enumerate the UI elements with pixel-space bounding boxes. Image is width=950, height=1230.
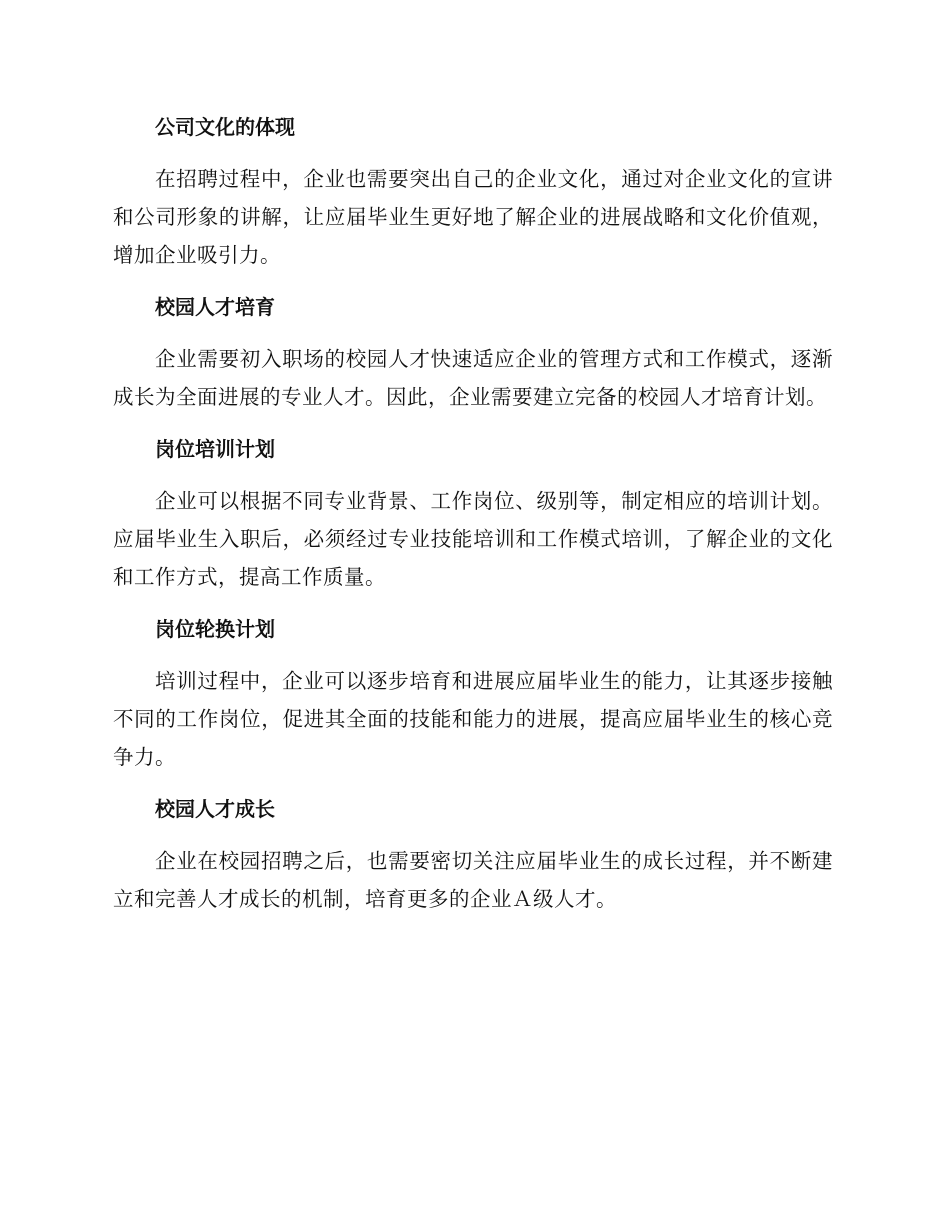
section-body-culture: 在招聘过程中，企业也需要突出自己的企业文化，通过对企业文化的宣讲和公司形象的讲解，让应届毕业生更好地了解企业的进展战略和文化价值观，增加企业吸引力。 <box>113 167 833 267</box>
section-heading-culture: 公司文化的体现 <box>155 115 295 139</box>
section-heading-campus-talent-growth: 校园人才成长 <box>155 797 275 821</box>
section-heading-campus-talent-training: 校园人才培育 <box>155 295 275 319</box>
section-heading-job-rotation-plan: 岗位轮换计划 <box>155 617 275 641</box>
section-body-job-training-plan: 企业可以根据不同专业背景、工作岗位、级别等，制定相应的培训计划。应届毕业生入职后，必须经过专业技能培训和工作模式培训，了解企业的文化和工作方式，提高工作质量。 <box>113 489 833 589</box>
section-body-campus-talent-growth: 企业在校园招聘之后，也需要密切关注应届毕业生的成长过程，并不断建立和完善人才成长的机制，培育更多的企业Ａ级人才。 <box>113 849 833 911</box>
document-page <box>113 108 833 932</box>
section-body-job-rotation-plan: 培训过程中，企业可以逐步培育和进展应届毕业生的能力，让其逐步接触不同的工作岗位，促进其全面的技能和能力的进展，提高应届毕业生的核心竞争力。 <box>113 669 833 769</box>
section-body-campus-talent-training: 企业需要初入职场的校园人才快速适应企业的管理方式和工作模式，逐渐成长为全面进展的专业人才。因此，企业需要建立完备的校园人才培育计划。 <box>113 347 833 409</box>
section-heading-job-training-plan: 岗位培训计划 <box>155 437 275 461</box>
